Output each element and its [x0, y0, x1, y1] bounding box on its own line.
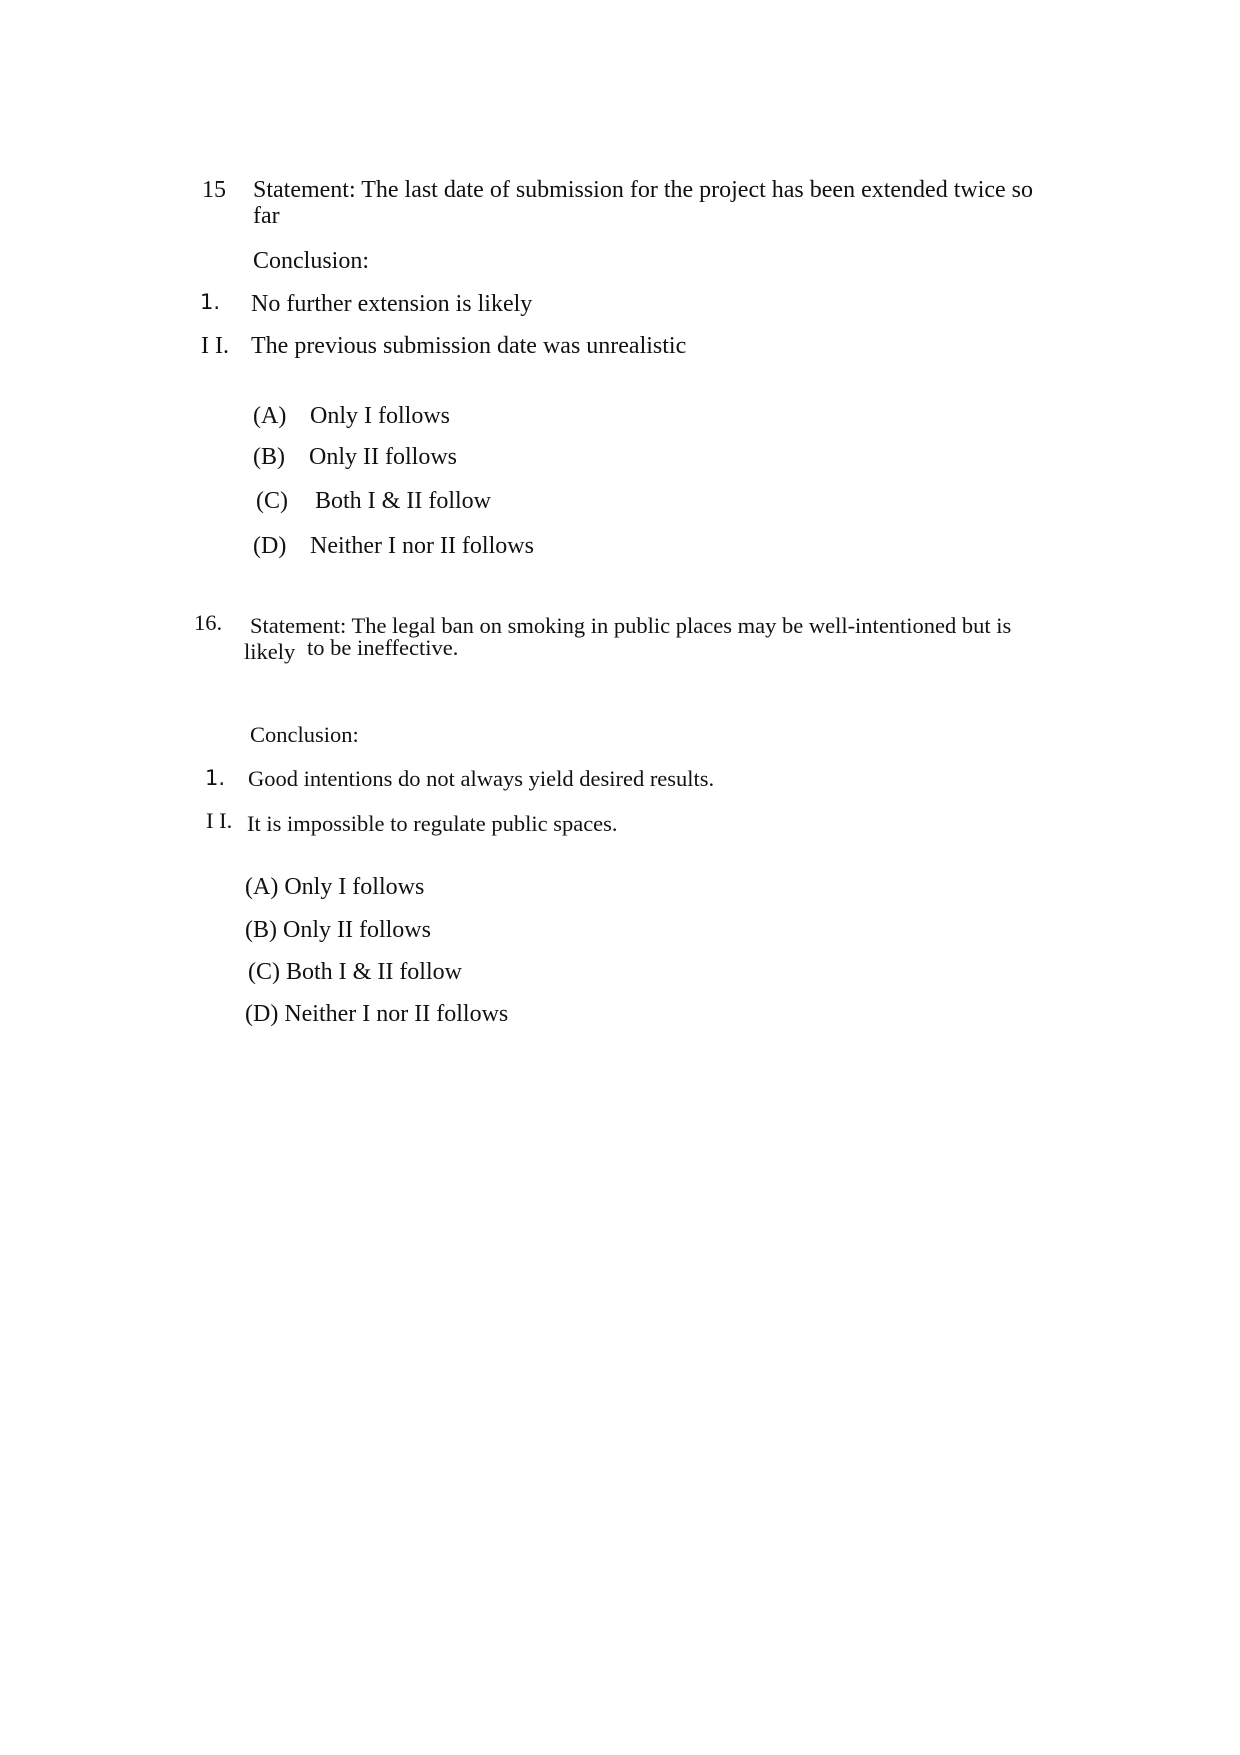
conclusion-text: The previous submission date was unrealistic — [251, 333, 687, 359]
option-text: Only I follows — [310, 403, 450, 429]
conclusion-text: Good intentions do not always yield desired results. — [248, 766, 715, 791]
question-number: 16. — [194, 610, 223, 635]
statement-text: Statement: The legal ban on smoking in public places may be well-intentioned but is — [250, 613, 1012, 638]
option-text: Neither I nor II follows — [310, 533, 534, 559]
option-label: (C) — [256, 488, 288, 514]
conclusion-marker: 1. — [205, 766, 226, 790]
conclusion-marker: I I. — [201, 333, 229, 359]
conclusion-text: No further extension is likely — [251, 291, 533, 317]
option-b[interactable]: (B) Only II follows — [245, 917, 431, 943]
option-label: (D) — [253, 533, 287, 559]
statement-text: Statement: The last date of submission for the project has been extended twice so — [253, 177, 1034, 203]
option-label: (A) — [253, 403, 287, 429]
option-text: Only II follows — [309, 444, 457, 470]
conclusion-text: It is impossible to regulate public spaces. — [247, 811, 618, 836]
conclusion-label: Conclusion: — [253, 248, 370, 274]
conclusion-marker: I I. — [206, 808, 233, 833]
option-c[interactable]: (C) Both I & II follow — [248, 959, 462, 985]
option-d[interactable]: (D) Neither I nor II follows — [245, 1001, 509, 1027]
option-text: Both I & II follow — [315, 488, 491, 514]
statement-text-cont: to be ineffective. — [307, 635, 459, 660]
statement-text-cont: likely — [244, 639, 296, 664]
question-number: 15 — [202, 177, 226, 203]
conclusion-label: Conclusion: — [250, 722, 359, 747]
statement-text-cont: far — [253, 203, 280, 229]
option-a[interactable]: (A) Only I follows — [245, 874, 425, 900]
option-label: (B) — [253, 444, 285, 470]
conclusion-marker: 1. — [200, 290, 221, 314]
